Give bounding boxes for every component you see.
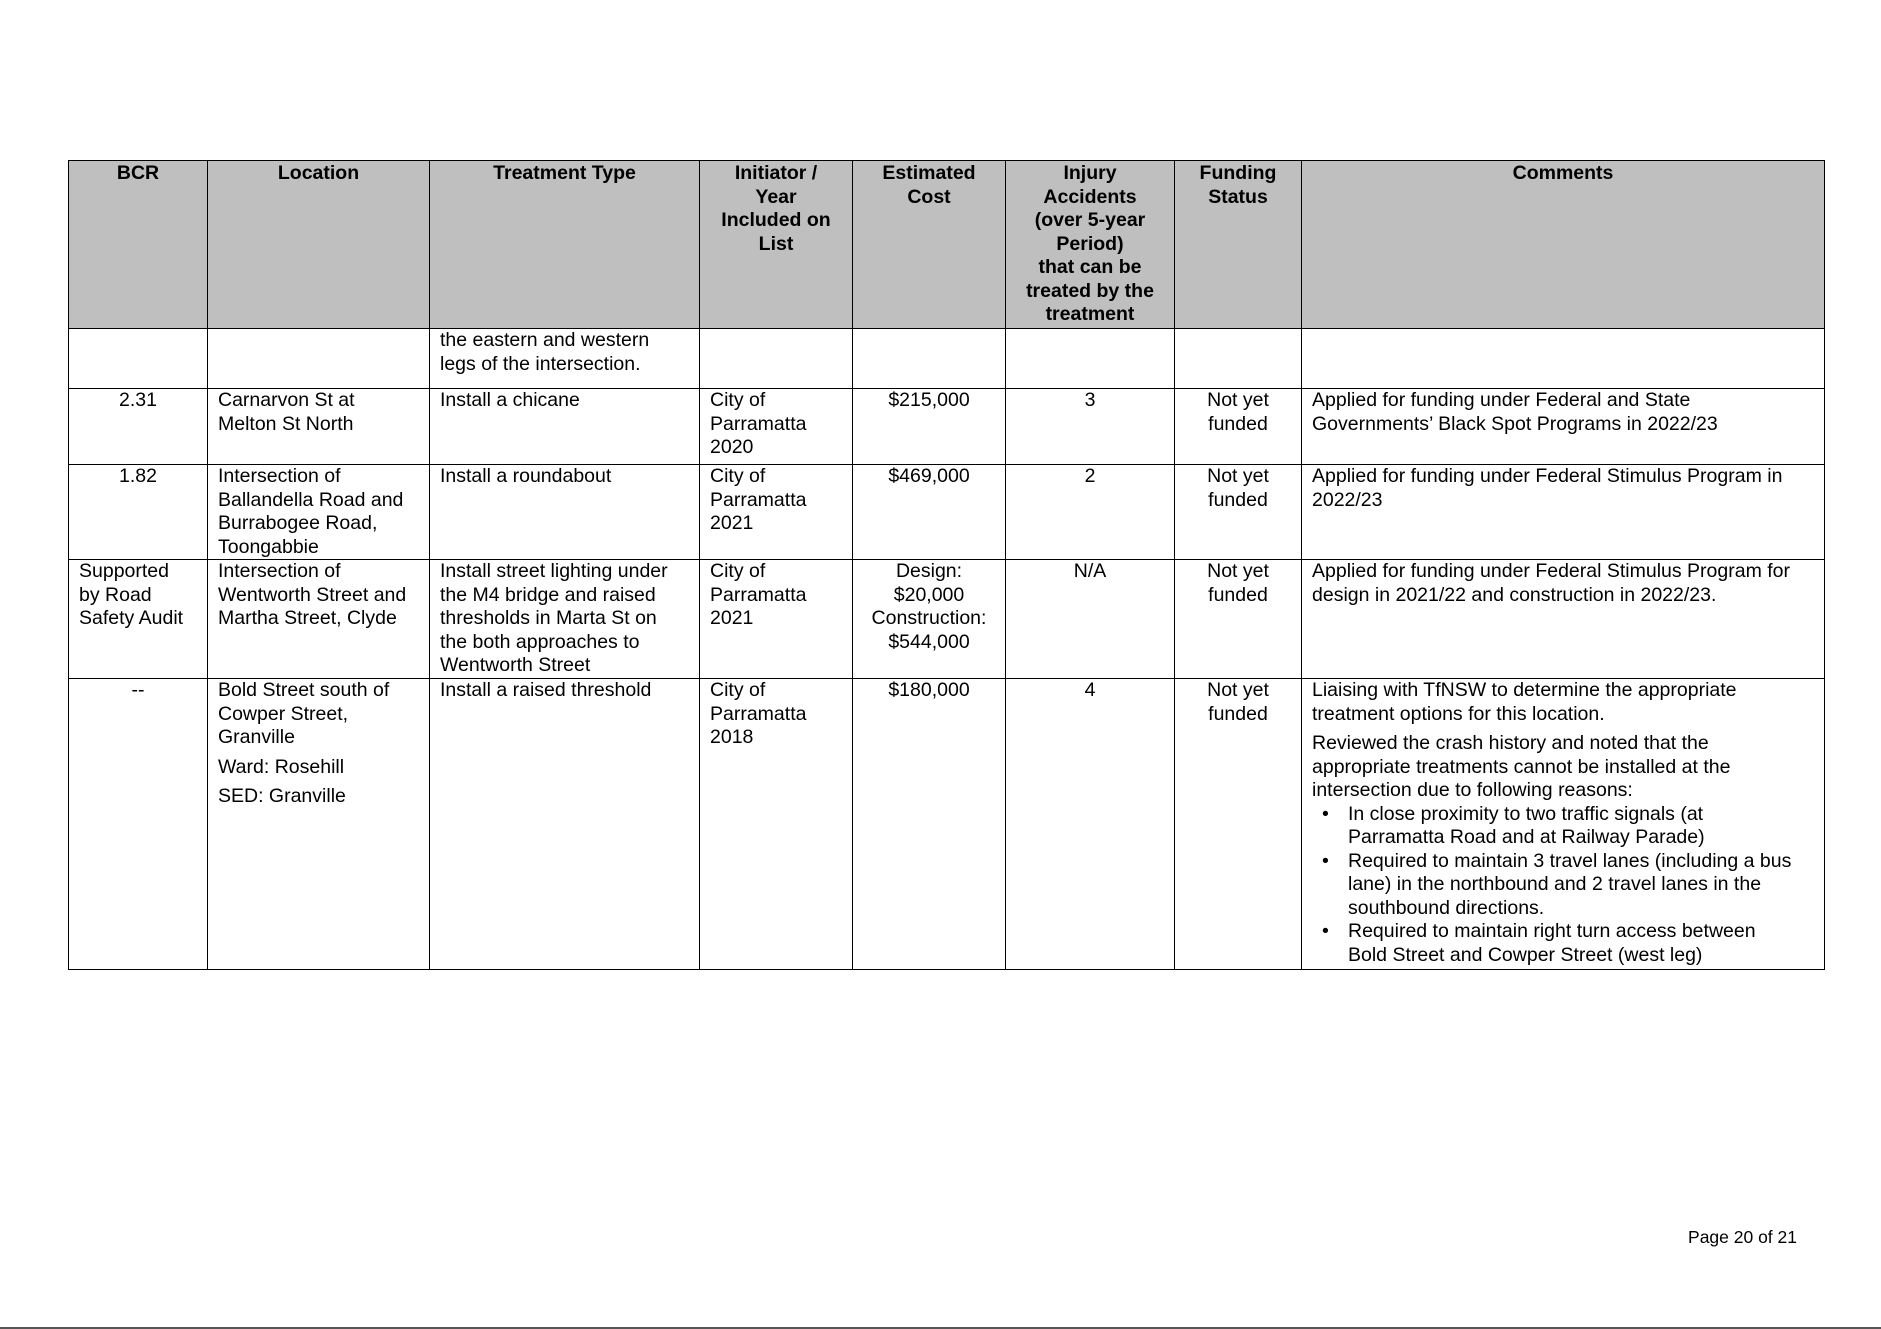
cell-cost: Design: $20,000 Construction: $544,000 bbox=[853, 560, 1006, 679]
cell-initiator bbox=[700, 329, 853, 389]
header-location: Location bbox=[208, 161, 430, 329]
list-item bbox=[1322, 849, 1814, 921]
blackspot-table bbox=[68, 160, 1825, 970]
cell-location: Intersection of Ballandella Road and Burrabogee Road, Toongabbie bbox=[208, 465, 430, 560]
page-number: Page 20 of 21 bbox=[1688, 1227, 1797, 1247]
header-treatment-type: Treatment Type bbox=[430, 161, 700, 329]
header-funding-status: Funding Status bbox=[1175, 161, 1302, 329]
cell-comments bbox=[1302, 679, 1825, 970]
header-initiator-year: Initiator / Year Included on List bbox=[700, 161, 853, 329]
cell-comments bbox=[1302, 329, 1825, 389]
cell-initiator: City of Parramatta 2021 bbox=[700, 560, 853, 679]
cell-cost: $215,000 bbox=[853, 389, 1006, 465]
cell-bcr: -- bbox=[69, 679, 208, 970]
bullet-icon: • bbox=[1322, 849, 1329, 872]
cell-injury: 3 bbox=[1006, 389, 1175, 465]
cell-funding: Not yet funded bbox=[1175, 560, 1302, 679]
cell-bcr: Supported by Road Safety Audit bbox=[69, 560, 208, 679]
cell-bcr: 1.82 bbox=[69, 465, 208, 560]
cell-treatment: Install a chicane bbox=[430, 389, 700, 465]
cell-initiator: City of Parramatta 2021 bbox=[700, 465, 853, 560]
list-item-text: Required to maintain 3 travel lanes (including a bus lane) in the northbound and 2 travel lanes in the southbound directions. bbox=[1348, 849, 1792, 919]
table-row bbox=[69, 560, 1825, 679]
cell-funding: Not yet funded bbox=[1175, 389, 1302, 465]
location-sed: SED: Granville bbox=[218, 785, 346, 807]
cell-comments: Applied for funding under Federal Stimulus Program in 2022/23 bbox=[1302, 465, 1825, 560]
comments-paragraph: Reviewed the crash history and noted that the appropriate treatments cannot be installed at the intersection due to following reasons: bbox=[1312, 732, 1731, 801]
table-row bbox=[69, 679, 1825, 970]
list-item-text: In close proximity to two traffic signals (at Parramatta Road and at Railway Parade) bbox=[1348, 802, 1705, 848]
table-header-row bbox=[69, 161, 1825, 329]
header-injury-accidents: Injury Accidents (over 5-year Period) that can be treated by the treatment bbox=[1006, 161, 1175, 329]
table-row-continuation bbox=[69, 329, 1825, 389]
location-name: Bold Street south of Cowper Street, Granville bbox=[218, 679, 390, 748]
cell-bcr bbox=[69, 329, 208, 389]
list-item-text: Required to maintain right turn access between Bold Street and Cowper Street (west leg) bbox=[1348, 920, 1756, 966]
cell-funding bbox=[1175, 329, 1302, 389]
cell-location bbox=[208, 679, 430, 970]
cell-injury: N/A bbox=[1006, 560, 1175, 679]
cell-funding: Not yet funded bbox=[1175, 679, 1302, 970]
cell-initiator: City of Parramatta 2020 bbox=[700, 389, 853, 465]
cell-treatment: Install a raised threshold bbox=[430, 679, 700, 970]
list-item bbox=[1322, 802, 1814, 850]
cell-comments: Applied for funding under Federal and State Governments’ Black Spot Programs in 2022/23 bbox=[1302, 389, 1825, 465]
cell-initiator: City of Parramatta 2018 bbox=[700, 679, 853, 970]
cell-injury: 2 bbox=[1006, 465, 1175, 560]
table-row bbox=[69, 389, 1825, 465]
cell-cost: $180,000 bbox=[853, 679, 1006, 970]
cell-cost: $469,000 bbox=[853, 465, 1006, 560]
header-bcr: BCR bbox=[69, 161, 208, 329]
cell-treatment: Install street lighting under the M4 bridge and raised thresholds in Marta St on the both approaches to Wentworth Street bbox=[430, 560, 700, 679]
location-ward: Ward: Rosehill bbox=[218, 755, 345, 778]
cell-treatment: the eastern and western legs of the intersection. bbox=[430, 329, 700, 389]
cell-location: Intersection of Wentworth Street and Martha Street, Clyde bbox=[208, 560, 430, 679]
cell-treatment: Install a roundabout bbox=[430, 465, 700, 560]
cell-cost bbox=[853, 329, 1006, 389]
cell-comments: Applied for funding under Federal Stimulus Program for design in 2021/22 and construction in 2022/23. bbox=[1302, 560, 1825, 679]
list-item bbox=[1322, 920, 1814, 967]
bullet-icon: • bbox=[1322, 920, 1329, 942]
reasons-list bbox=[1312, 803, 1814, 968]
table-row bbox=[69, 465, 1825, 560]
cell-location: Carnarvon St at Melton St North bbox=[208, 389, 430, 465]
header-estimated-cost: Estimated Cost bbox=[853, 161, 1006, 329]
comments-paragraph: Liaising with TfNSW to determine the appropriate treatment options for this location. bbox=[1312, 679, 1737, 725]
bullet-icon: • bbox=[1322, 802, 1329, 825]
cell-injury bbox=[1006, 329, 1175, 389]
cell-injury: 4 bbox=[1006, 679, 1175, 970]
cell-funding: Not yet funded bbox=[1175, 465, 1302, 560]
header-comments: Comments bbox=[1302, 161, 1825, 329]
cell-bcr: 2.31 bbox=[69, 389, 208, 465]
cell-location bbox=[208, 329, 430, 389]
